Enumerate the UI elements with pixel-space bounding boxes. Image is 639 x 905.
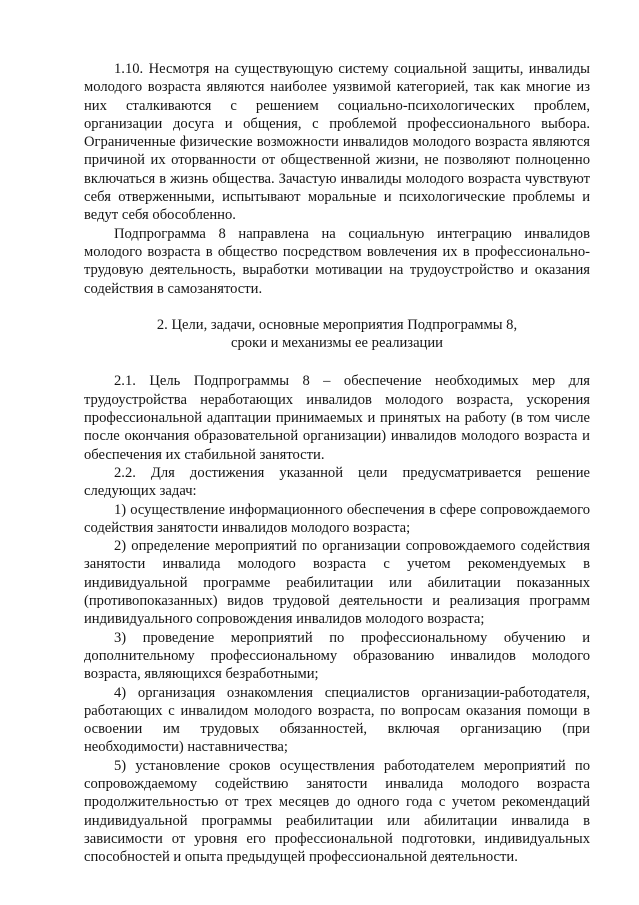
section-heading-line-2: сроки и механизмы ее реализации (231, 335, 443, 352)
document-body (84, 60, 590, 866)
task-item-1: 1) осуществление информационного обеспечения в сфере сопровождаемого содействия занятости инвалидов молодого возраста; (84, 501, 590, 536)
section-heading (84, 316, 590, 353)
task-item-2: 2) определение мероприятий по организации сопровождаемого содействия занятости инвалида молодого возраста с учетом рекомендуемых в индивидуальной программе реабилитации или абилитации показанных (противопоказанных) видов трудовой деятельности и реализация программ индивидуального сопровождения инвалидов молодого возраста; (84, 538, 590, 628)
task-item-4: 4) организация ознакомления специалистов организации-работодателя, работающих с инвалидом молодого возраста, по вопросам оказания помощи в освоении им трудовых обязанностей, включая организацию (при необходимости) наставничества; (84, 684, 590, 756)
section-heading-line-1: 2. Цели, задачи, основные мероприятия Подпрограммы 8, (156, 316, 518, 333)
paragraph-2-2: 2.2. Для достижения указанной цели предусматривается решение следующих задач: (84, 464, 590, 500)
paragraph-2-1: 2.1. Цель Подпрограммы 8 – обеспечение необходимых мер для трудоустройства неработающих инвалидов молодого возраста, ускорения профессиональной адаптации принимаемых и принятых на работу (в том числе после окончания образовательной организации) инвалидов молодого возраста и обеспечения их стабильной занятости. (84, 373, 590, 463)
task-item-5: 5) установление сроков осуществления работодателем мероприятий по сопровождаемому содействию занятости инвалида молодого возраста продолжительностью от трех месяцев до одного года с учетом рекомендаций индивидуальной программы реабилитации или абилитации инвалида в зависимости от уровня его профессиональной подготовки, индивидуальных способностей и опыта предыдущей профессиональной деятельности. (84, 757, 590, 866)
task-item-3: 3) проведение мероприятий по профессиональному обучению и дополнительному профессиональному образованию инвалидов молодого возраста, являющихся безработными; (84, 629, 590, 683)
paragraph-1-10: 1.10. Несмотря на существующую систему социальной защиты, инвалиды молодого возраста являются наиболее уязвимой категорией, так как многие из них сталкиваются с решением социально-психологических проблем, организации досуга и общения, с проблемой профессионального выбора. Ограниченные физические возможности инвалидов молодого возраста являются причиной их оторванности от общественной жизни, не позволяют полноценно включаться в жизнь общества. Зачастую инвалиды молодого возраста чувствуют себя отверженными, испытывают моральные и психологические проблемы и ведут себя обособленно. (84, 61, 590, 224)
paragraph-subprogram-8-purpose: Подпрограмма 8 направлена на социальную интеграцию инвалидов молодого возраста в общество посредством вовлечения их в профессионально-трудовую деятельность, выработки мотивации на трудоустройство и оказания содействия в самозанятости. (84, 225, 590, 297)
